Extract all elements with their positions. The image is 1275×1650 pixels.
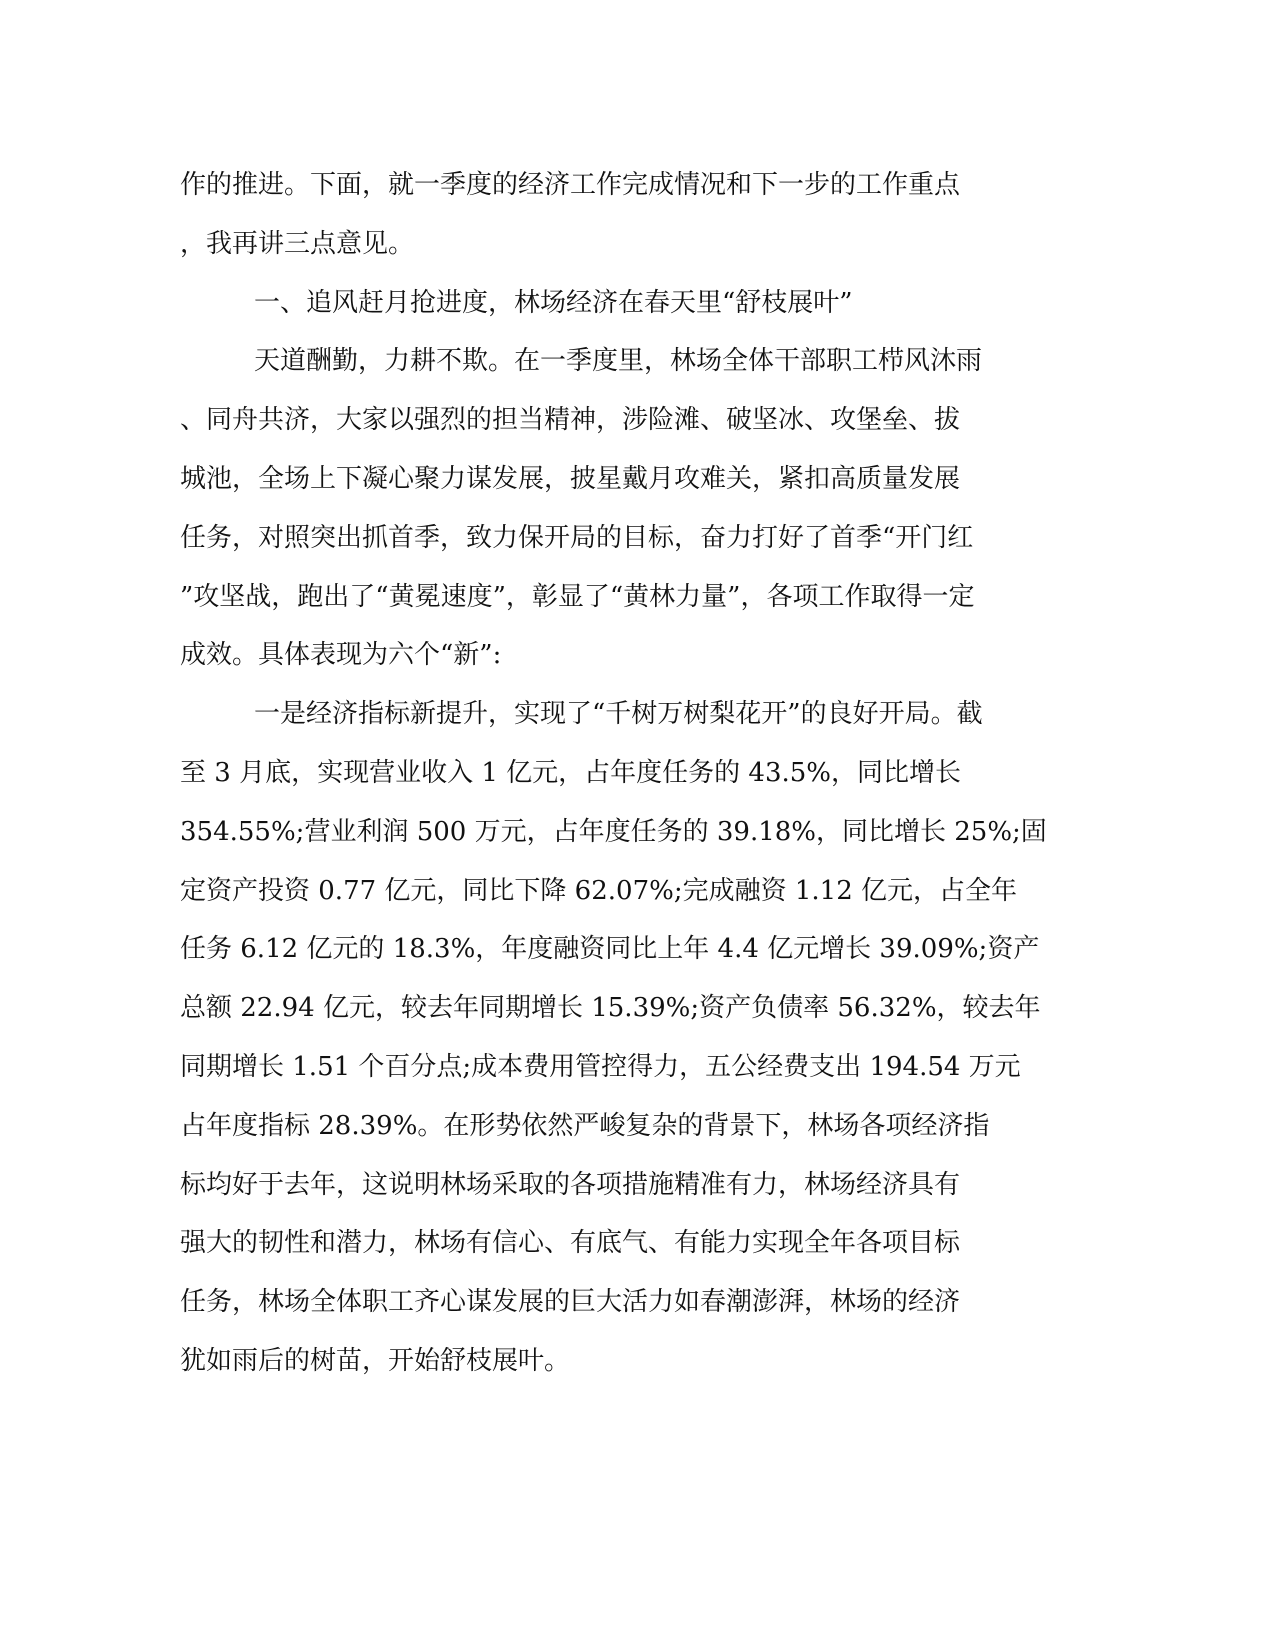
paragraph-start: 天道酬勤，力耕不欺。在一季度里，林场全体干部职工栉风沐雨: [254, 346, 983, 377]
text-line: 成效。具体表现为六个“新”:: [180, 640, 502, 671]
text-line: 任务，对照突出抓首季，致力保开局的目标，奋力打好了首季“开门红: [180, 522, 974, 553]
text-line: 城池，全场上下凝心聚力谋发展，披星戴月攻难关，紧扣高质量发展: [180, 463, 961, 494]
text-line: 犹如雨后的树苗，开始舒枝展叶。: [180, 1345, 571, 1376]
text-line: ”攻坚战，跑出了“黄冕速度”，彰显了“黄林力量”，各项工作取得一定: [180, 581, 975, 612]
body-text: [180, 156, 1047, 1391]
text-line: ，我再讲三点意见。: [180, 228, 415, 259]
text-line: 任务 6.12 亿元的 18.3%，年度融资同比上年 4.4 亿元增长 39.09%;资产: [180, 934, 1040, 965]
text-line: 任务，林场全体职工齐心谋发展的巨大活力如春潮澎湃，林场的经济: [180, 1287, 961, 1318]
text-line: 至 3 月底，实现营业收入 1 亿元，占年度任务的 43.5%，同比增长: [180, 757, 962, 788]
section-heading: 一、追风赶月抢进度，林场经济在春天里“舒枝展叶”: [254, 287, 853, 318]
text-line: 总额 22.94 亿元，较去年同期增长 15.39%;资产负债率 56.32%，较去年: [180, 993, 1041, 1024]
text-line: 、同舟共济，大家以强烈的担当精神，涉险滩、破坚冰、攻堡垒、拔: [180, 405, 961, 436]
text-line: 占年度指标 28.39%。在形势依然严峻复杂的背景下，林场各项经济指: [180, 1110, 990, 1141]
text-line: 标均好于去年，这说明林场采取的各项措施精准有力，林场经济具有: [180, 1169, 961, 1200]
text-line: 定资产投资 0.77 亿元，同比下降 62.07%;完成融资 1.12 亿元，占全年: [180, 875, 1018, 906]
text-line: 作的推进。下面，就一季度的经济工作完成情况和下一步的工作重点: [180, 170, 961, 200]
text-line: 同期增长 1.51 个百分点;成本费用管控得力，五公经费支出 194.54 万元: [180, 1051, 1021, 1082]
text-line: 354.55%;营业利润 500 万元，占年度任务的 39.18%，同比增长 25%;固: [180, 816, 1047, 847]
paragraph-start: 一是经济指标新提升，实现了“千树万树梨花开”的良好开局。截: [254, 699, 983, 730]
text-line: 强大的韧性和潜力，林场有信心、有底气、有能力实现全年各项目标: [180, 1228, 961, 1259]
